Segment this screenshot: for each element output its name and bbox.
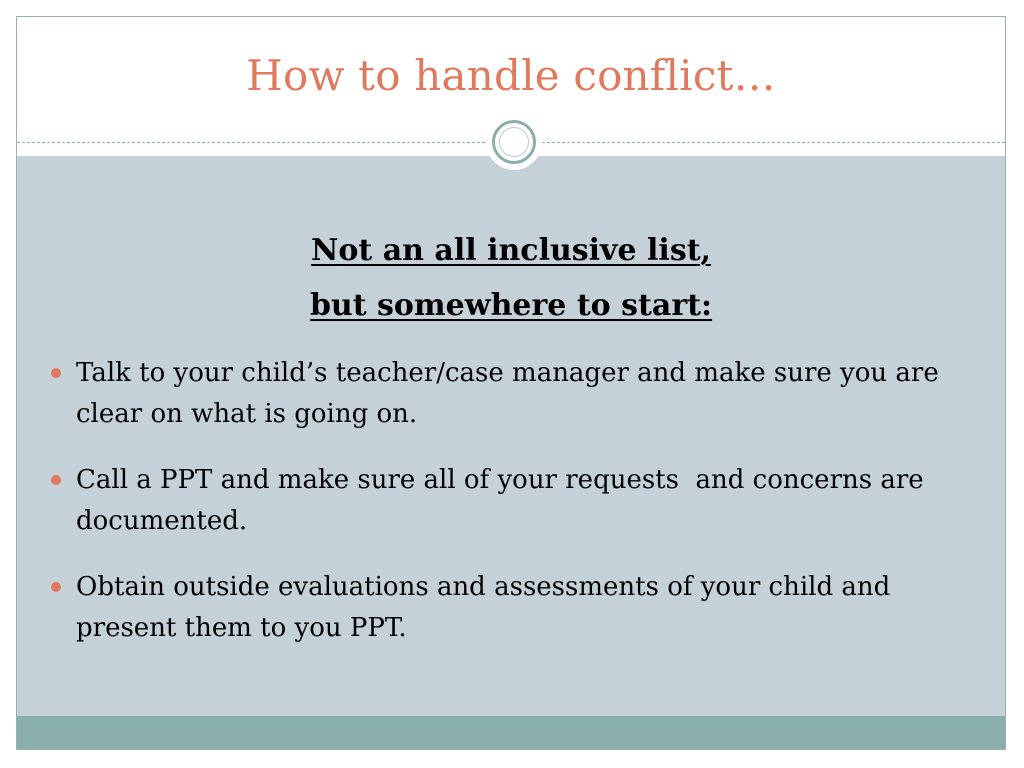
subheading <box>17 223 1005 333</box>
ornament-ring <box>492 120 536 164</box>
list-item <box>49 567 994 649</box>
bullet-dot-icon <box>51 475 61 485</box>
bullet-dot-icon <box>51 368 61 378</box>
slide-title: How to handle conflict… <box>246 51 776 100</box>
list-item <box>49 460 994 542</box>
bullet-text: Talk to your child’s teacher/case manager and make sure you are clear on what is going on. <box>76 358 939 429</box>
bullet-text: Obtain outside evaluations and assessments of your child and present them to you PPT. <box>76 572 891 643</box>
bullet-text: Call a PPT and make sure all of your requests and concerns are documented. <box>76 465 932 536</box>
footer-bar <box>17 716 1005 750</box>
bullet-dot-icon <box>51 582 61 592</box>
slide <box>16 16 1006 750</box>
subheading-line-1: Not an all inclusive list, <box>310 233 712 268</box>
list-item <box>49 353 994 435</box>
ornament-inner-ring <box>499 127 529 157</box>
circle-ornament-icon <box>486 114 542 170</box>
subheading-line-2: but somewhere to start: <box>309 288 713 323</box>
bullet-list <box>49 353 994 674</box>
